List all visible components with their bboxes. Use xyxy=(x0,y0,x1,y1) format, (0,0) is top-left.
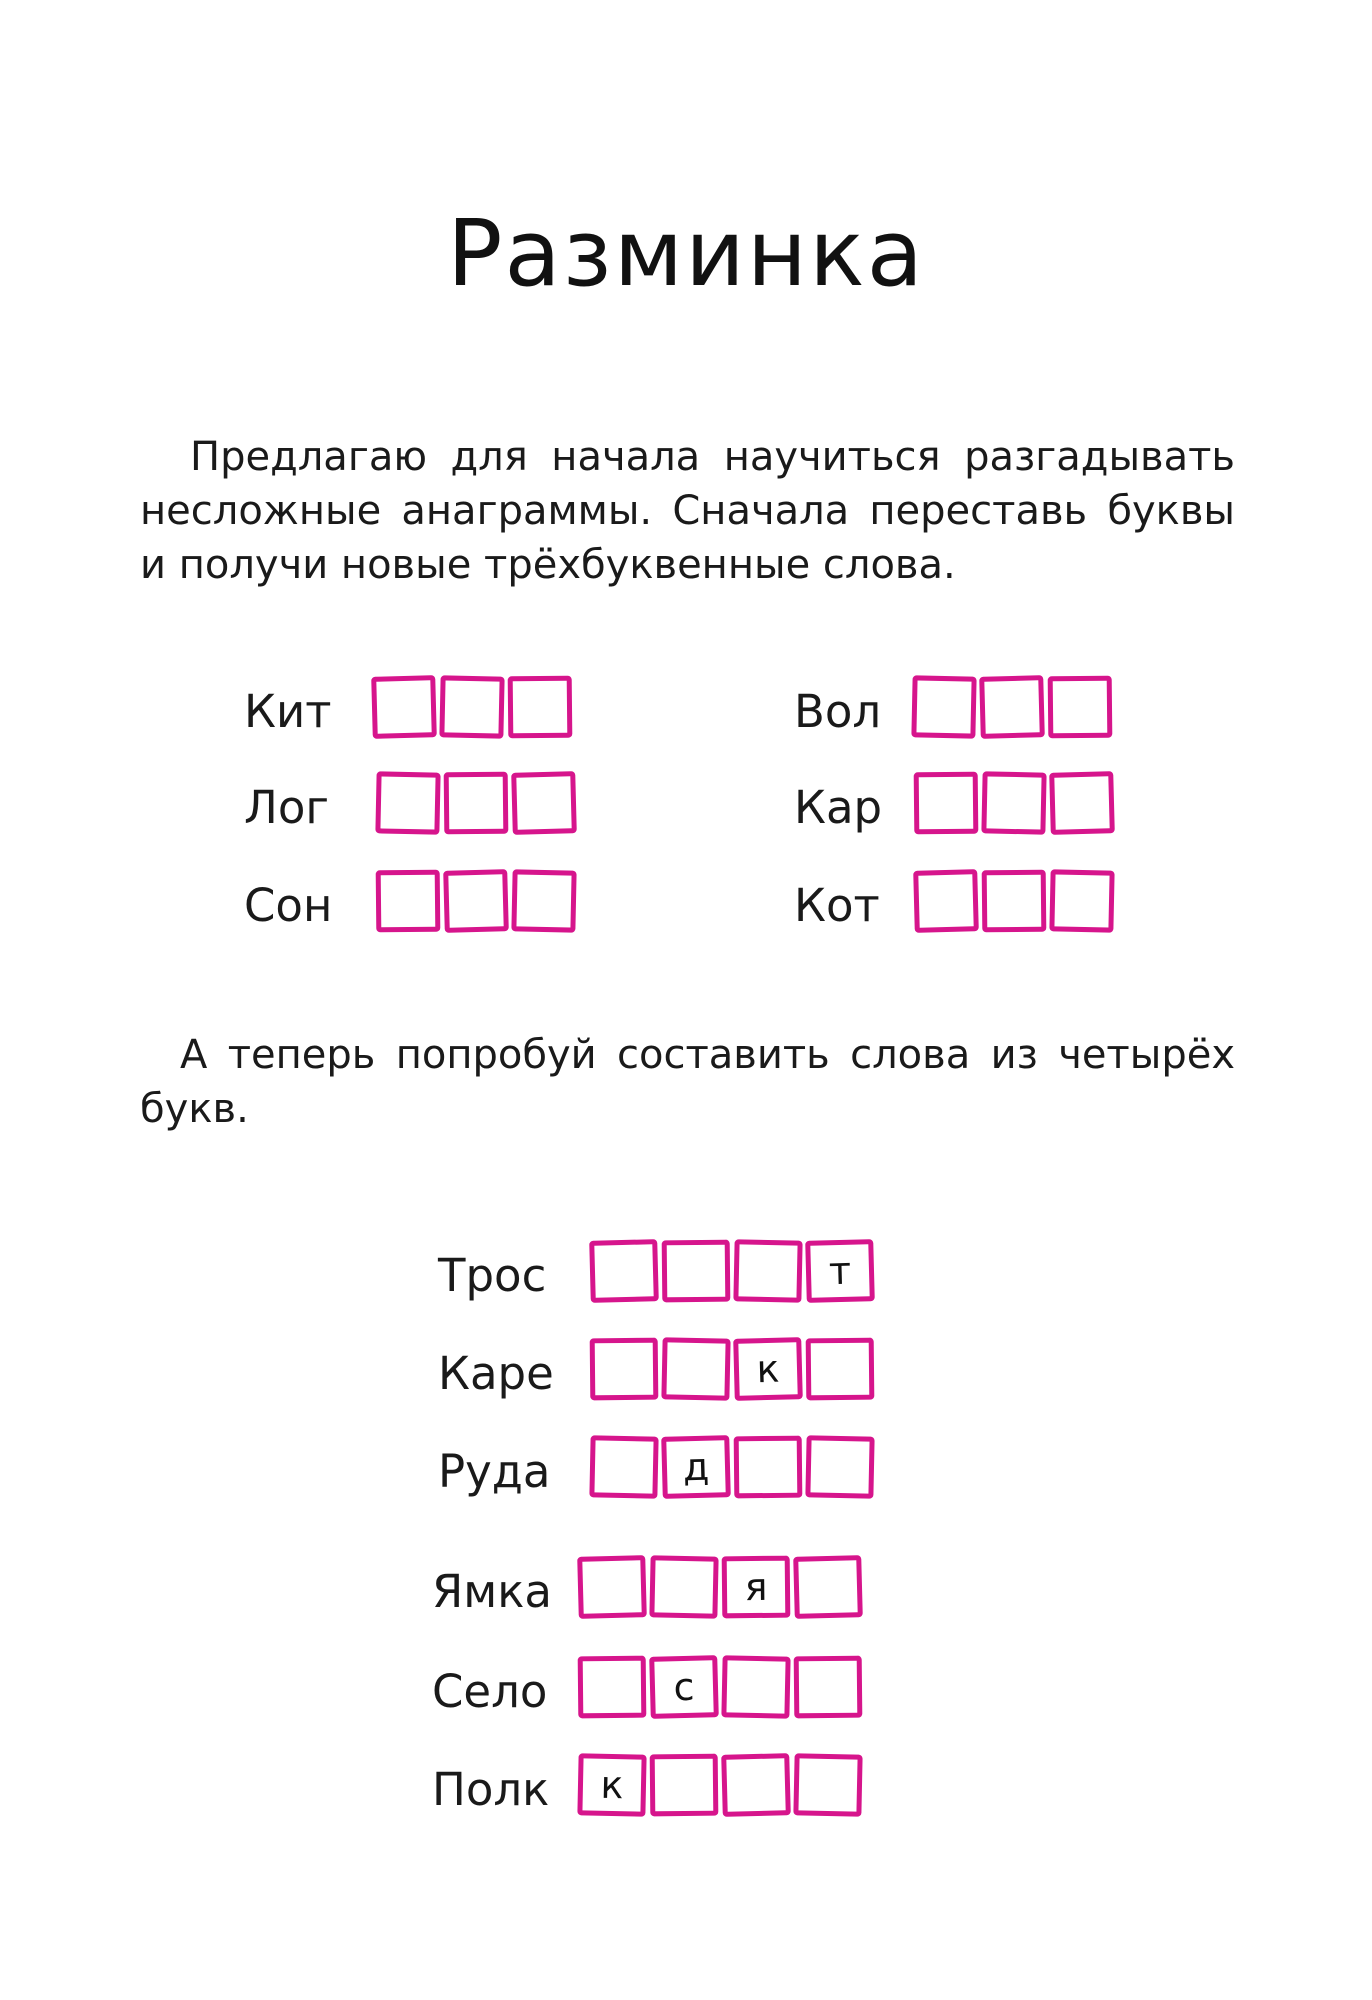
source-word: Село xyxy=(432,1665,548,1718)
answer-boxes xyxy=(914,870,1114,932)
answer-boxes xyxy=(372,676,572,738)
anagram-row xyxy=(438,1240,888,1312)
letter-box[interactable] xyxy=(721,1655,790,1718)
letter-box[interactable]: т xyxy=(805,1239,875,1303)
source-word: Полк xyxy=(432,1763,550,1816)
letter-box[interactable] xyxy=(805,1435,874,1498)
answer-boxes xyxy=(590,1240,874,1302)
letter-box[interactable] xyxy=(590,1338,659,1401)
source-word: Кар xyxy=(794,781,883,834)
letter-box[interactable] xyxy=(376,870,441,933)
letter-box[interactable] xyxy=(1049,869,1114,932)
answer-boxes xyxy=(376,870,576,932)
source-word: Лог xyxy=(244,781,330,834)
source-word: Ямка xyxy=(432,1565,552,1618)
answer-boxes xyxy=(376,772,576,834)
letter-box[interactable]: я xyxy=(722,1556,791,1619)
letter-box[interactable] xyxy=(721,1753,791,1817)
source-word: Руда xyxy=(438,1445,551,1498)
anagram-row xyxy=(244,772,584,844)
letter-box[interactable] xyxy=(375,771,440,834)
source-word: Кит xyxy=(244,685,332,738)
page-title: Разминка xyxy=(446,200,926,307)
answer-boxes xyxy=(590,1436,874,1498)
letter-box[interactable] xyxy=(443,869,509,933)
letter-box[interactable] xyxy=(589,1435,658,1498)
anagram-row xyxy=(794,676,1134,748)
letter-box[interactable] xyxy=(371,675,437,739)
letter-box[interactable]: д xyxy=(661,1435,731,1499)
letter-box[interactable] xyxy=(1049,771,1115,835)
answer-boxes xyxy=(590,1338,874,1400)
letter-box[interactable] xyxy=(661,1337,730,1400)
answer-boxes xyxy=(578,1754,862,1816)
letter-box[interactable] xyxy=(662,1240,731,1303)
anagram-row xyxy=(794,870,1134,942)
letter-box[interactable] xyxy=(981,771,1046,834)
letter-box[interactable] xyxy=(439,675,504,738)
letter-box[interactable] xyxy=(979,675,1045,739)
letter-box[interactable]: к xyxy=(577,1753,646,1816)
anagram-row xyxy=(244,676,584,748)
letter-box[interactable] xyxy=(1048,676,1113,739)
source-word: Вол xyxy=(794,685,882,738)
letter-box[interactable] xyxy=(649,1555,718,1618)
answer-boxes xyxy=(578,1556,862,1618)
letter-box[interactable] xyxy=(913,869,979,933)
letter-box[interactable] xyxy=(794,1656,863,1719)
letter-box[interactable] xyxy=(508,676,573,739)
anagram-row xyxy=(432,1754,892,1826)
source-word: Сон xyxy=(244,879,333,932)
anagram-row xyxy=(432,1656,892,1728)
letter-box[interactable] xyxy=(793,1555,863,1619)
letter-box[interactable] xyxy=(734,1436,803,1499)
letter-box[interactable] xyxy=(793,1753,862,1816)
answer-boxes xyxy=(912,676,1112,738)
anagram-row xyxy=(244,870,584,942)
letter-box[interactable]: с xyxy=(649,1655,719,1719)
letter-box[interactable]: к xyxy=(733,1337,803,1401)
letter-box[interactable] xyxy=(444,772,509,835)
anagram-row xyxy=(438,1338,888,1410)
letter-box[interactable] xyxy=(578,1656,647,1719)
letter-box[interactable] xyxy=(511,771,577,835)
letter-box[interactable] xyxy=(914,772,979,835)
source-word: Каре xyxy=(438,1347,554,1400)
letter-box[interactable] xyxy=(589,1239,659,1303)
anagram-row xyxy=(794,772,1134,844)
letter-box[interactable] xyxy=(911,675,976,738)
second-paragraph: А теперь попробуй составить слова из четырёх букв. xyxy=(140,1032,1235,1132)
source-word: Кот xyxy=(794,879,880,932)
answer-boxes xyxy=(914,772,1114,834)
anagram-row xyxy=(432,1556,892,1628)
source-word: Трос xyxy=(438,1249,547,1302)
letter-box[interactable] xyxy=(511,869,576,932)
letter-box[interactable] xyxy=(577,1555,647,1619)
letter-box[interactable] xyxy=(806,1338,875,1401)
anagram-row xyxy=(438,1436,888,1508)
intro-paragraph: Предлагаю для начала научиться разгадывать несложные анаграммы. Сначала переставь буквы и получи новые трёхбуквенные слова. xyxy=(140,434,1235,588)
letter-box[interactable] xyxy=(650,1754,719,1817)
letter-box[interactable] xyxy=(733,1239,802,1302)
answer-boxes xyxy=(578,1656,862,1718)
letter-box[interactable] xyxy=(982,870,1047,933)
